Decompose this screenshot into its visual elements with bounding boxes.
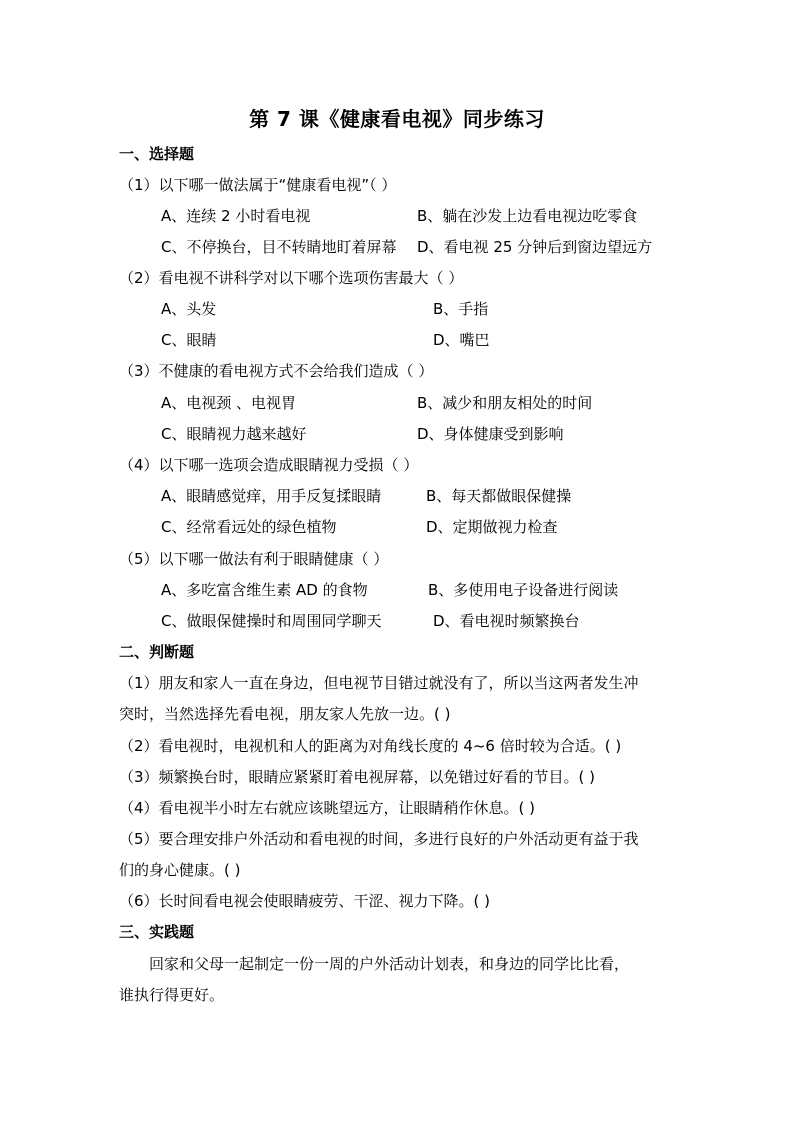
option-a: A、眼睛感觉痒，用手反复揉眼睛 — [161, 487, 382, 505]
judge-item-continued: 突时，当然选择先看电视，朋友家人先放一边。( ) — [119, 705, 451, 723]
option-d: D、身体健康受到影响 — [417, 425, 564, 443]
option-d: D、看电视时频繁换台 — [433, 612, 580, 630]
section-heading-judge: 二、判断题 — [119, 643, 195, 661]
option-a: A、多吃富含维生素 AD 的食物 — [161, 581, 368, 599]
judge-item: （5）要合理安排户外活动和看电视的时间，多进行良好的户外活动更有益于我 — [119, 830, 639, 848]
judge-item-continued: 们的身心健康。( ) — [119, 861, 241, 879]
judge-item: （4）看电视半小时左右就应该眺望远方，让眼睛稍作休息。( ) — [119, 799, 536, 817]
question-stem: （5）以下哪一做法有利于眼睛健康（ ） — [119, 550, 389, 568]
judge-item: （3）频繁换台时，眼睛应紧紧盯着电视屏幕，以免错过好看的节目。( ) — [119, 768, 596, 786]
option-c: C、不停换台，目不转睛地盯着屏幕 — [161, 238, 397, 256]
option-b: B、躺在沙发上边看电视边吃零食 — [417, 207, 638, 225]
judge-item: （6）长时间看电视会使眼睛疲劳、干涩、视力下降。( ) — [119, 892, 491, 910]
practice-text-continued: 谁执行得更好。 — [119, 986, 225, 1004]
option-c: C、眼睛视力越来越好 — [161, 425, 307, 443]
question-stem: （4）以下哪一选项会造成眼睛视力受损（ ） — [119, 456, 419, 474]
section-heading-choice: 一、选择题 — [119, 145, 195, 163]
option-d: D、看电视 25 分钟后到窗边望远方 — [417, 238, 653, 256]
option-b: B、手指 — [433, 300, 489, 318]
question-stem: （3）不健康的看电视方式不会给我们造成（ ） — [119, 362, 434, 380]
option-d: D、定期做视力检查 — [426, 518, 558, 536]
option-a: A、连续 2 小时看电视 — [161, 207, 311, 225]
judge-item: （2）看电视时，电视机和人的距离为对角线长度的 4~6 倍时较为合适。( ) — [119, 737, 622, 755]
section-heading-practice: 三、实践题 — [119, 923, 195, 941]
page-title: 第 7 课《健康看电视》同步练习 — [249, 107, 545, 131]
judge-item: （1）朋友和家人一直在身边，但电视节目错过就没有了，所以当这两者发生冲 — [119, 674, 639, 692]
option-b: B、每天都做眼保健操 — [426, 487, 572, 505]
option-c: C、眼睛 — [161, 331, 217, 349]
option-a: A、电视颈 、电视胃 — [161, 394, 297, 412]
option-d: D、嘴巴 — [433, 331, 490, 349]
practice-text: 回家和父母一起制定一份一周的户外活动计划表，和身边的同学比比看， — [149, 955, 630, 973]
option-b: B、减少和朋友相处的时间 — [417, 394, 593, 412]
option-b: B、多使用电子设备进行阅读 — [428, 581, 619, 599]
option-c: C、做眼保健操时和周围同学聊天 — [161, 612, 382, 630]
option-c: C、经常看远处的绿色植物 — [161, 518, 337, 536]
option-a: A、头发 — [161, 300, 217, 318]
question-stem: （1）以下哪一做法属于“健康看电视”（ ） — [119, 176, 397, 194]
question-stem: （2）看电视不讲科学对以下哪个选项伤害最大（ ） — [119, 269, 464, 287]
